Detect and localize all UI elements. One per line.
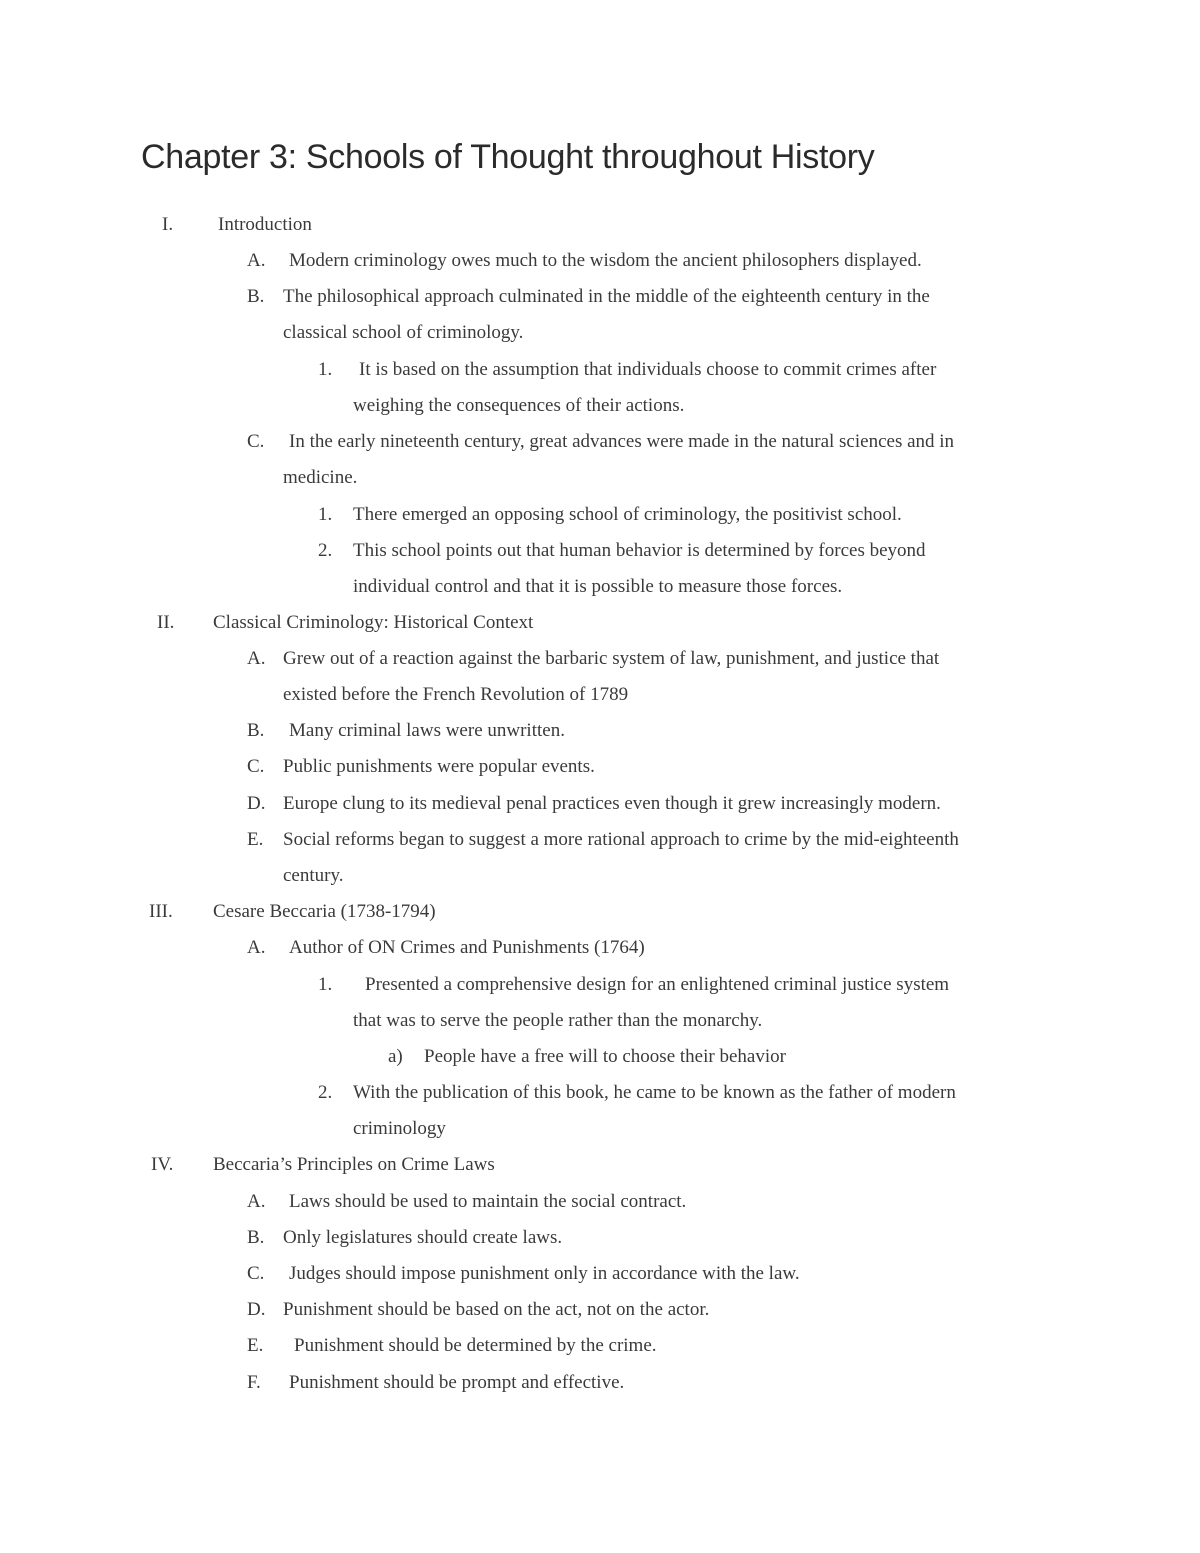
outline-item-text: In the early nineteenth century, great advances were made in the natural sciences and in [289,431,955,452]
outline-item-text: It is based on the assumption that individuals choose to commit crimes after [359,359,937,380]
outline-item-text: classical school of criminology. [283,322,524,343]
outline-marker: D. [247,793,266,814]
outline-marker: B. [247,286,265,307]
outline-item-text: The philosophical approach culminated in the middle of the eighteenth century in the [283,286,930,307]
outline-marker: F. [247,1372,261,1393]
outline-marker: C. [247,431,265,452]
outline-marker: D. [247,1299,266,1320]
outline-marker: III. [149,901,173,922]
outline-item-text: With the publication of this book, he came to be known as the father of modern [353,1082,956,1103]
page-title: Chapter 3: Schools of Thought throughout History [141,138,875,176]
outline-item-text: existed before the French Revolution of 1789 [283,684,629,705]
outline-item-text: Author of ON Crimes and Punishments (1764) [289,937,645,958]
outline-marker: A. [247,1191,266,1212]
section-heading: Classical Criminology: Historical Context [213,612,534,633]
outline-marker: 1. [318,359,333,380]
outline-marker: C. [247,1263,265,1284]
outline-marker: I. [162,214,174,235]
outline-marker: E. [247,1335,264,1356]
outline-item-text: Grew out of a reaction against the barbaric system of law, punishment, and justice that [283,648,940,669]
outline-item-text: This school points out that human behavior is determined by forces beyond [353,540,926,561]
outline-marker: IV. [151,1154,174,1175]
outline-item-text: criminology [353,1118,446,1139]
section-heading: Cesare Beccaria (1738-1794) [213,901,436,922]
outline-item-text: Europe clung to its medieval penal practices even though it grew increasingly modern. [283,793,941,814]
outline-item-text: There emerged an opposing school of criminology, the positivist school. [353,504,902,525]
outline-marker: 1. [318,974,333,995]
outline-marker: 2. [318,540,333,561]
outline-item-text: Punishment should be based on the act, not on the actor. [283,1299,710,1320]
outline-marker: II. [157,612,175,633]
outline-item-text: that was to serve the people rather than the monarchy. [353,1010,763,1031]
outline-marker: 1. [318,504,333,525]
outline-item-text: Social reforms began to suggest a more rational approach to crime by the mid-eighteenth [283,829,959,850]
outline-marker: B. [247,720,265,741]
outline-item-text: medicine. [283,467,358,488]
outline-item-text: individual control and that it is possible to measure those forces. [353,576,843,597]
outline-item-text: weighing the consequences of their actions. [353,395,685,416]
outline-marker: A. [247,250,266,271]
outline-item-text: Laws should be used to maintain the social contract. [289,1191,687,1212]
outline-marker: a) [388,1046,403,1067]
outline-marker: C. [247,756,265,777]
outline-marker: B. [247,1227,265,1248]
section-heading: Introduction [218,214,312,235]
outline-item-text: Presented a comprehensive design for an enlightened criminal justice system [365,974,950,995]
outline-item-text: Only legislatures should create laws. [283,1227,563,1248]
outline-marker: A. [247,937,266,958]
section-heading: Beccaria’s Principles on Crime Laws [213,1154,495,1175]
outline-item-text: Modern criminology owes much to the wisdom the ancient philosophers displayed. [289,250,922,271]
outline-item-text: Many criminal laws were unwritten. [289,720,565,741]
outline-item-text: People have a free will to choose their behavior [424,1046,786,1067]
outline-marker: E. [247,829,264,850]
outline-marker: A. [247,648,266,669]
outline-item-text: Punishment should be prompt and effective. [289,1372,625,1393]
outline-item-text: century. [283,865,344,886]
outline-item-text: Public punishments were popular events. [283,756,595,777]
outline-item-text: Judges should impose punishment only in accordance with the law. [289,1263,800,1284]
outline-item-text: Punishment should be determined by the crime. [294,1335,657,1356]
outline-marker: 2. [318,1082,333,1103]
